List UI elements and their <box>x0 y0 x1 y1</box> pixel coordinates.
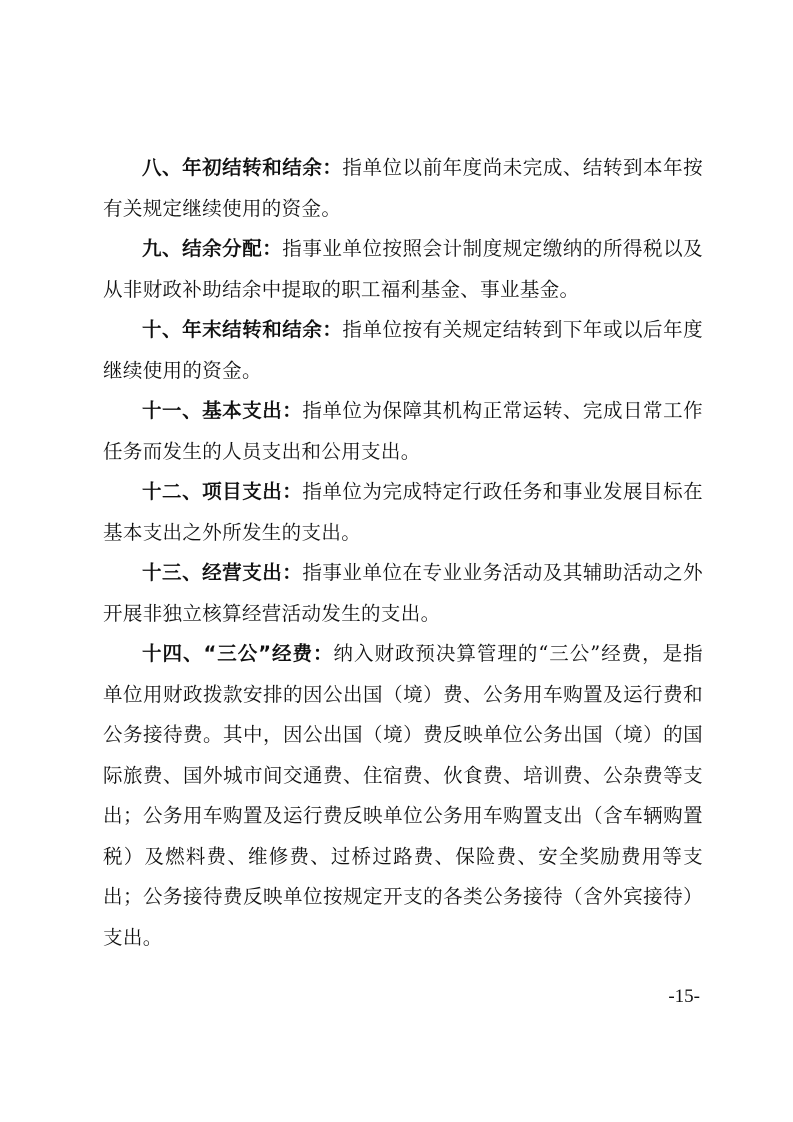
term-label: 十三、经营支出： <box>142 561 303 584</box>
term-definition: 纳入财政预决算管理的“三公”经费，是指单位用财政拨款安排的因公出国（境）费、公务用车购置及运行费和公务接待费。其中，因公出国（境）费反映单位公务出国（境）的国际旅费、国外城市间交通费、住宿费、伙食费、培训费、公杂费等支出；公务用车购置及运行费反映单位公务用车购置支出（含车辆购置税）及燃料费、维修费、过桥过路费、保险费、安全奖励费用等支出；公务接待费反映单位按规定开支的各类公务接待（含外宾接待）支出。 <box>103 642 703 949</box>
term-definition: 指单位按有关规定结转到下年或以后年度继续使用的资金。 <box>103 318 703 382</box>
paragraph-item-11 <box>103 391 703 472</box>
paragraph-item-13 <box>103 553 703 634</box>
paragraph-item-9 <box>103 229 703 310</box>
term-definition: 指事业单位在专业业务活动及其辅助活动之外开展非独立核算经营活动发生的支出。 <box>103 561 703 625</box>
term-definition: 指单位为保障其机构正常运转、完成日常工作任务而发生的人员支出和公用支出。 <box>103 399 703 463</box>
term-definition: 指单位以前年度尚未完成、结转到本年按有关规定继续使用的资金。 <box>103 156 703 220</box>
paragraph-item-10 <box>103 310 703 391</box>
paragraph-item-14 <box>103 634 703 958</box>
term-label: 十二、项目支出： <box>142 480 303 503</box>
term-label: 九、结余分配： <box>142 237 283 260</box>
term-label: 八、年初结转和结余： <box>142 156 343 179</box>
document-body <box>103 148 703 958</box>
term-definition: 指事业单位按照会计制度规定缴纳的所得税以及从非财政补助结余中提取的职工福利基金、事业基金。 <box>103 237 703 301</box>
term-definition: 指单位为完成特定行政任务和事业发展目标在基本支出之外所发生的支出。 <box>103 480 703 544</box>
term-label: 十、年末结转和结余： <box>142 318 343 341</box>
term-label: 十四、“三公”经费： <box>142 642 334 665</box>
term-label: 十一、基本支出： <box>142 399 303 422</box>
paragraph-item-12 <box>103 472 703 553</box>
paragraph-item-8 <box>103 148 703 229</box>
page-number: -15- <box>668 986 700 1007</box>
